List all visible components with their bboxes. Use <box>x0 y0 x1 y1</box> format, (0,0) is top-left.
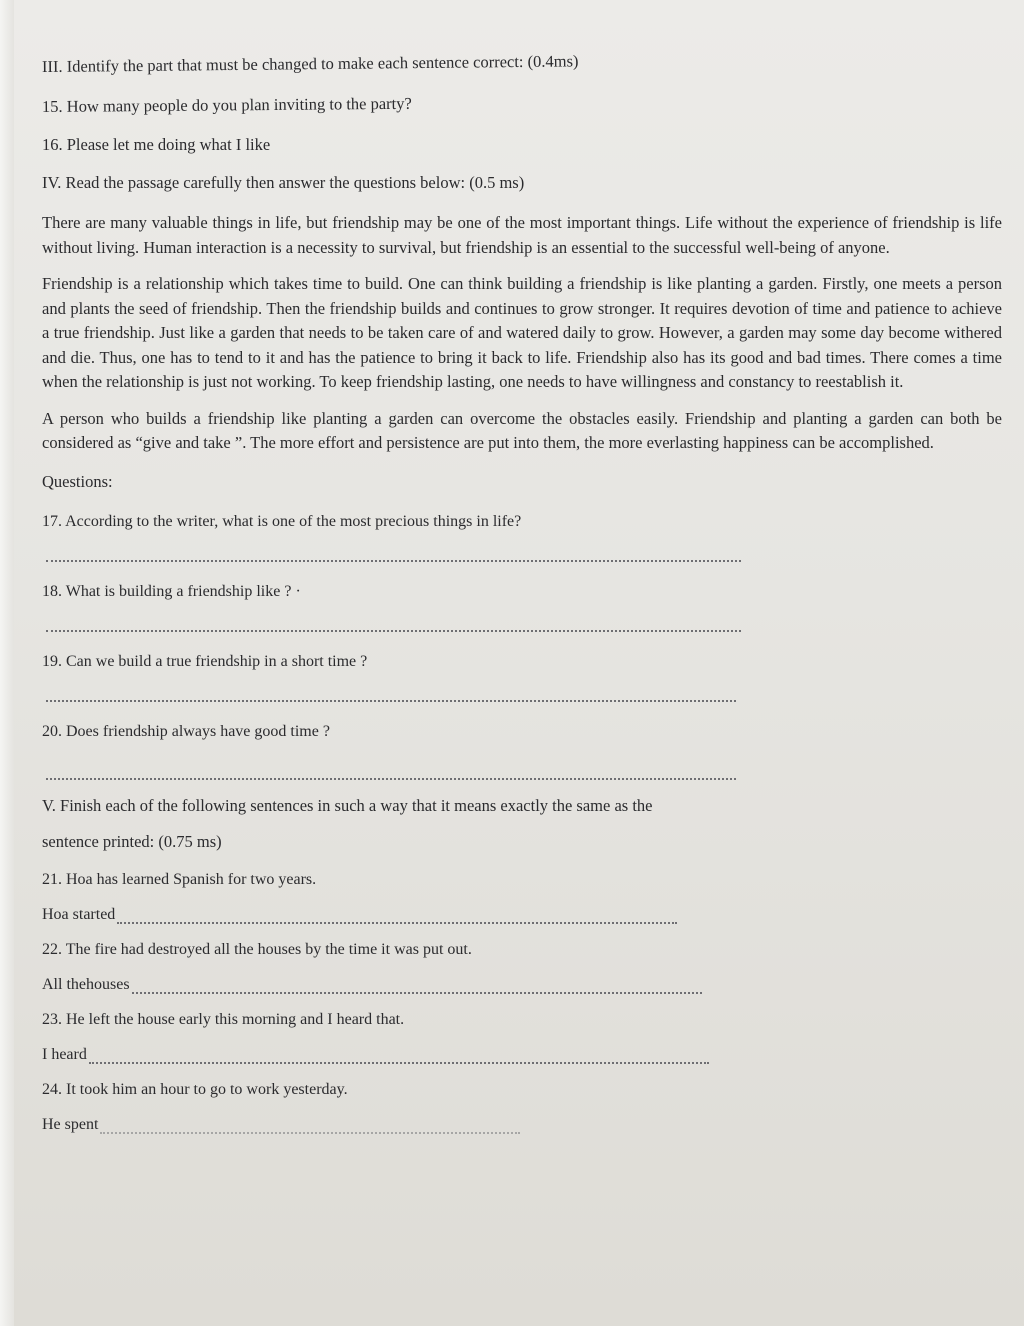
passage-paragraph-2: Friendship is a relationship which takes time to build. One can think building a friendship is like planting a garden. Firstly, one meets a person and plants the seed of friendship. Then the friendship builds and continues to grow stronger. It requires devotion of time and patience to achieve a true friendship. Just like a garden that needs to be taken care of and watered daily to grow. However, a garden may some day become withered and die. Thus, one has to tend to it and has the patience to bring it back to life. Friendship also has its good and bad times. There comes a time when the relationship is just not working. To keep friendship lasting, one needs to have willingness and constancy to reestablish it. <box>42 274 1002 391</box>
prefix-22: All thehouses <box>42 975 130 993</box>
rewrite-row-22 <box>42 976 1002 994</box>
rewrite-row-24 <box>42 1116 1002 1134</box>
worksheet-content <box>41 51 1002 1134</box>
answer-line-22[interactable] <box>132 978 702 994</box>
prefix-23: I heard <box>42 1045 87 1063</box>
item-21: 21. Hoa has learned Spanish for two years. <box>42 870 317 888</box>
question-20: 20. Does friendship always have good time ? <box>42 722 330 740</box>
item-22: 22. The fire had destroyed all the houses by the time it was put out. <box>42 940 472 958</box>
section-3-title: III. Identify the part that must be changed to make each sentence correct: (0.4ms) <box>41 51 579 76</box>
questions-label: Questions: <box>42 471 113 491</box>
prefix-21: Hoa started <box>42 905 116 923</box>
answer-line-21[interactable] <box>117 908 677 924</box>
item-24: 24. It took him an hour to go to work yesterday. <box>42 1080 348 1098</box>
answer-line-20[interactable] <box>46 764 736 780</box>
question-18: 18. What is building a friendship like ? · <box>42 582 301 600</box>
passage-paragraph-1: There are many valuable things in life, but friendship may be one of the most important things. Life without the experience of friendship is life without living. Human interaction is a necessity to survival, but friendship is an essential to the successful well-being of anyone. <box>42 213 1002 257</box>
item-23: 23. He left the house early this morning and I heard that. <box>42 1010 405 1028</box>
answer-line-18[interactable] <box>46 616 741 632</box>
answer-line-23[interactable] <box>89 1048 709 1064</box>
prefix-24: He spent <box>42 1115 99 1133</box>
rewrite-row-21 <box>42 906 1002 924</box>
question-17: 17. According to the writer, what is one of the most precious things in life? <box>42 512 522 530</box>
answer-line-19[interactable] <box>46 686 736 702</box>
item-15: 15. How many people do you plan inviting to the party? <box>41 93 412 116</box>
answer-line-17[interactable] <box>46 546 741 562</box>
passage-paragraph-3: A person who builds a friendship like planting a garden can overcome the obstacles easily. Friendship and planting a garden can both be considered as “give and take ”. The more effort and persistence are put into them, the more everlasting happiness can be accomplished. <box>42 408 1002 452</box>
answer-line-24[interactable] <box>100 1118 520 1134</box>
section-4-title: IV. Read the passage carefully then answer the questions below: (0.5 ms) <box>42 173 525 192</box>
paper-edge <box>0 0 14 1326</box>
rewrite-row-23 <box>42 1046 1002 1064</box>
section-5-title-cont: sentence printed: (0.75 ms) <box>42 831 222 851</box>
section-5-title: V. Finish each of the following sentences in such a way that it means exactly the same as the <box>42 795 653 815</box>
question-19: 19. Can we build a true friendship in a short time ? <box>42 652 368 670</box>
item-16: 16. Please let me doing what I like <box>42 135 271 154</box>
